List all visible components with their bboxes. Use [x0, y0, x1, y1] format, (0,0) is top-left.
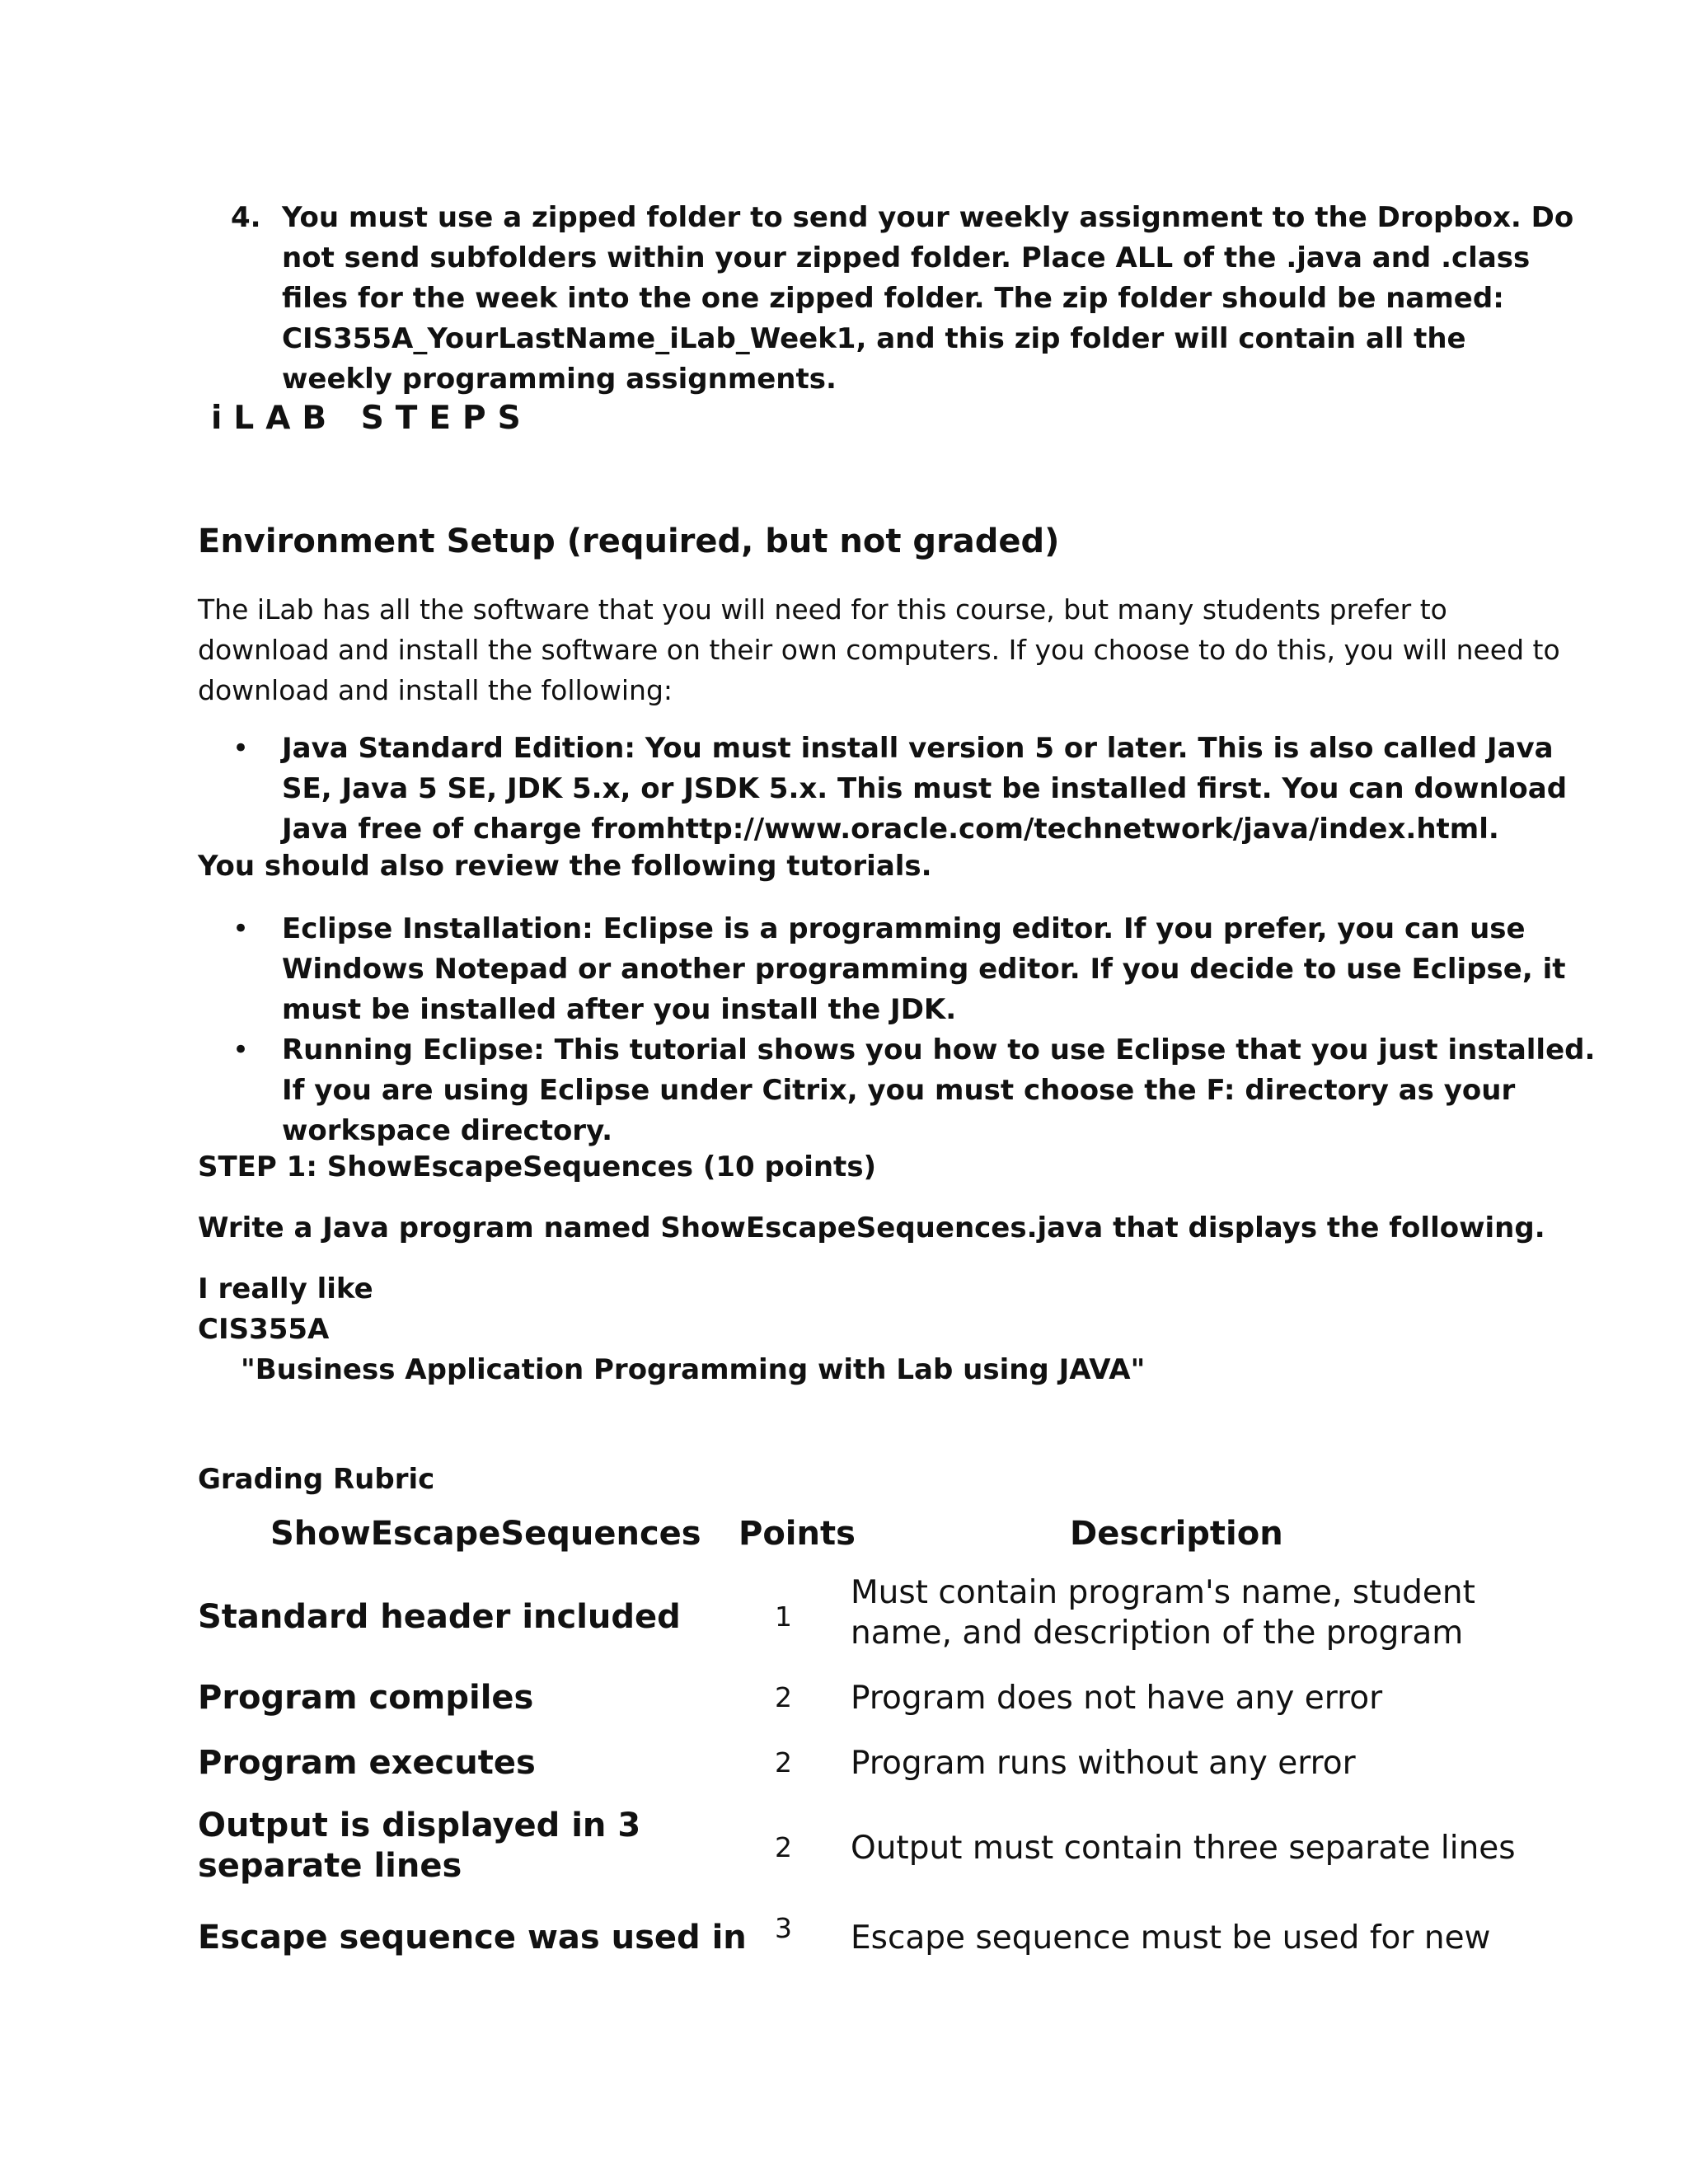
rubric-description	[851, 1828, 1516, 1868]
intro-line: download and install the software on their own computers. If you choose to do this, you will need to	[198, 634, 1560, 666]
criterion-line: Program compiles	[198, 1679, 534, 1717]
output-line: CIS355A	[198, 1313, 330, 1346]
rubric-description	[851, 1678, 1382, 1718]
criterion-line: separate lines	[198, 1847, 462, 1885]
environment-setup-heading: Environment Setup (required, but not graded)	[198, 523, 1060, 560]
rubric-points: 2	[775, 1681, 792, 1713]
description-line: Escape sequence must be used for new	[851, 1919, 1491, 1957]
rubric-criterion	[198, 1918, 747, 1958]
rubric-criterion	[198, 1743, 536, 1783]
criterion-line: Standard header included	[198, 1598, 681, 1636]
ilab-steps-heading: iLAB STEPS	[211, 400, 532, 437]
rubric-points: 3	[775, 1912, 792, 1944]
item-4-line: files for the week into the one zipped folder. The zip folder should be named:	[282, 282, 1504, 315]
output-line: "Business Application Programming with Lab using JAVA"	[241, 1353, 1146, 1386]
bullet-line: SE, Java 5 SE, JDK 5.x, or JSDK 5.x. This must be installed first. You can download	[282, 772, 1568, 805]
item-4-text	[282, 198, 1573, 400]
environment-intro-paragraph	[198, 589, 1560, 710]
description-line: Must contain program's name, student	[851, 1574, 1475, 1611]
bullet-line: workspace directory.	[282, 1114, 613, 1147]
criterion-line: Program executes	[198, 1744, 536, 1782]
bullet-text	[282, 729, 1567, 850]
description-line: Program does not have any error	[851, 1680, 1383, 1717]
intro-line: download and install the following:	[198, 674, 673, 706]
step-1-instruction: Write a Java program named ShowEscapeSequences.java that displays the following.	[198, 1212, 1545, 1244]
description-line: Program runs without any error	[851, 1745, 1356, 1782]
column-header-description: Description	[1070, 1515, 1283, 1553]
description-line: name, and description of the program	[851, 1615, 1464, 1652]
rubric-points: 2	[775, 1746, 792, 1779]
rubric-points: 2	[775, 1831, 792, 1863]
rubric-description	[851, 1572, 1475, 1653]
grading-rubric-title: Grading Rubric	[198, 1463, 435, 1496]
item-4-line: You must use a zipped folder to send your weekly assignment to the Dropbox. Do	[282, 201, 1574, 234]
bullet-icon: •	[232, 1033, 250, 1066]
criterion-line: Output is displayed in 3	[198, 1807, 641, 1844]
rubric-criterion	[198, 1597, 681, 1638]
item-number: 4.	[231, 201, 261, 234]
bullet-line: Windows Notepad or another programming editor. If you decide to use Eclipse, it	[282, 953, 1566, 986]
column-header-criterion: ShowEscapeSequences	[270, 1515, 701, 1553]
output-line: I really like	[198, 1272, 373, 1305]
bullet-text	[282, 909, 1566, 1030]
column-header-points: Points	[738, 1515, 856, 1553]
review-tutorials-line: You should also review the following tutorials.	[198, 850, 932, 883]
expected-output-block	[198, 1269, 1145, 1390]
bullet-icon: •	[232, 732, 250, 765]
bullet-line: If you are using Eclipse under Citrix, you must choose the F: directory as your	[282, 1074, 1516, 1107]
rubric-criterion	[198, 1678, 533, 1718]
intro-line: The iLab has all the software that you will need for this course, but many students prefer to	[198, 593, 1447, 626]
rubric-description	[851, 1743, 1356, 1783]
bullet-icon: •	[232, 912, 250, 945]
rubric-points: 1	[775, 1601, 792, 1633]
bullet-line: Running Eclipse: This tutorial shows you how to use Eclipse that you just installed.	[282, 1033, 1596, 1066]
item-4-line: CIS355A_YourLastName_iLab_Week1, and this zip folder will contain all the	[282, 322, 1466, 355]
rubric-description	[851, 1918, 1490, 1958]
bullet-line: must be installed after you install the JDK.	[282, 993, 957, 1026]
criterion-line: Escape sequence was used in	[198, 1919, 747, 1957]
bullet-line: Java Standard Edition: You must install version 5 or later. This is also called Java	[282, 732, 1554, 765]
item-4-line: weekly programming assignments.	[282, 363, 837, 396]
rubric-criterion	[198, 1806, 640, 1886]
step-1-heading: STEP 1: ShowEscapeSequences (10 points)	[198, 1151, 877, 1183]
description-line: Output must contain three separate lines	[851, 1830, 1516, 1867]
bullet-line: Java free of charge fromhttp://www.oracle.com/technetwork/java/index.html.	[282, 813, 1499, 846]
item-4-line: not send subfolders within your zipped folder. Place ALL of the .java and .class	[282, 241, 1531, 274]
bullet-line: Eclipse Installation: Eclipse is a programming editor. If you prefer, you can use	[282, 912, 1526, 945]
bullet-text	[282, 1030, 1595, 1151]
